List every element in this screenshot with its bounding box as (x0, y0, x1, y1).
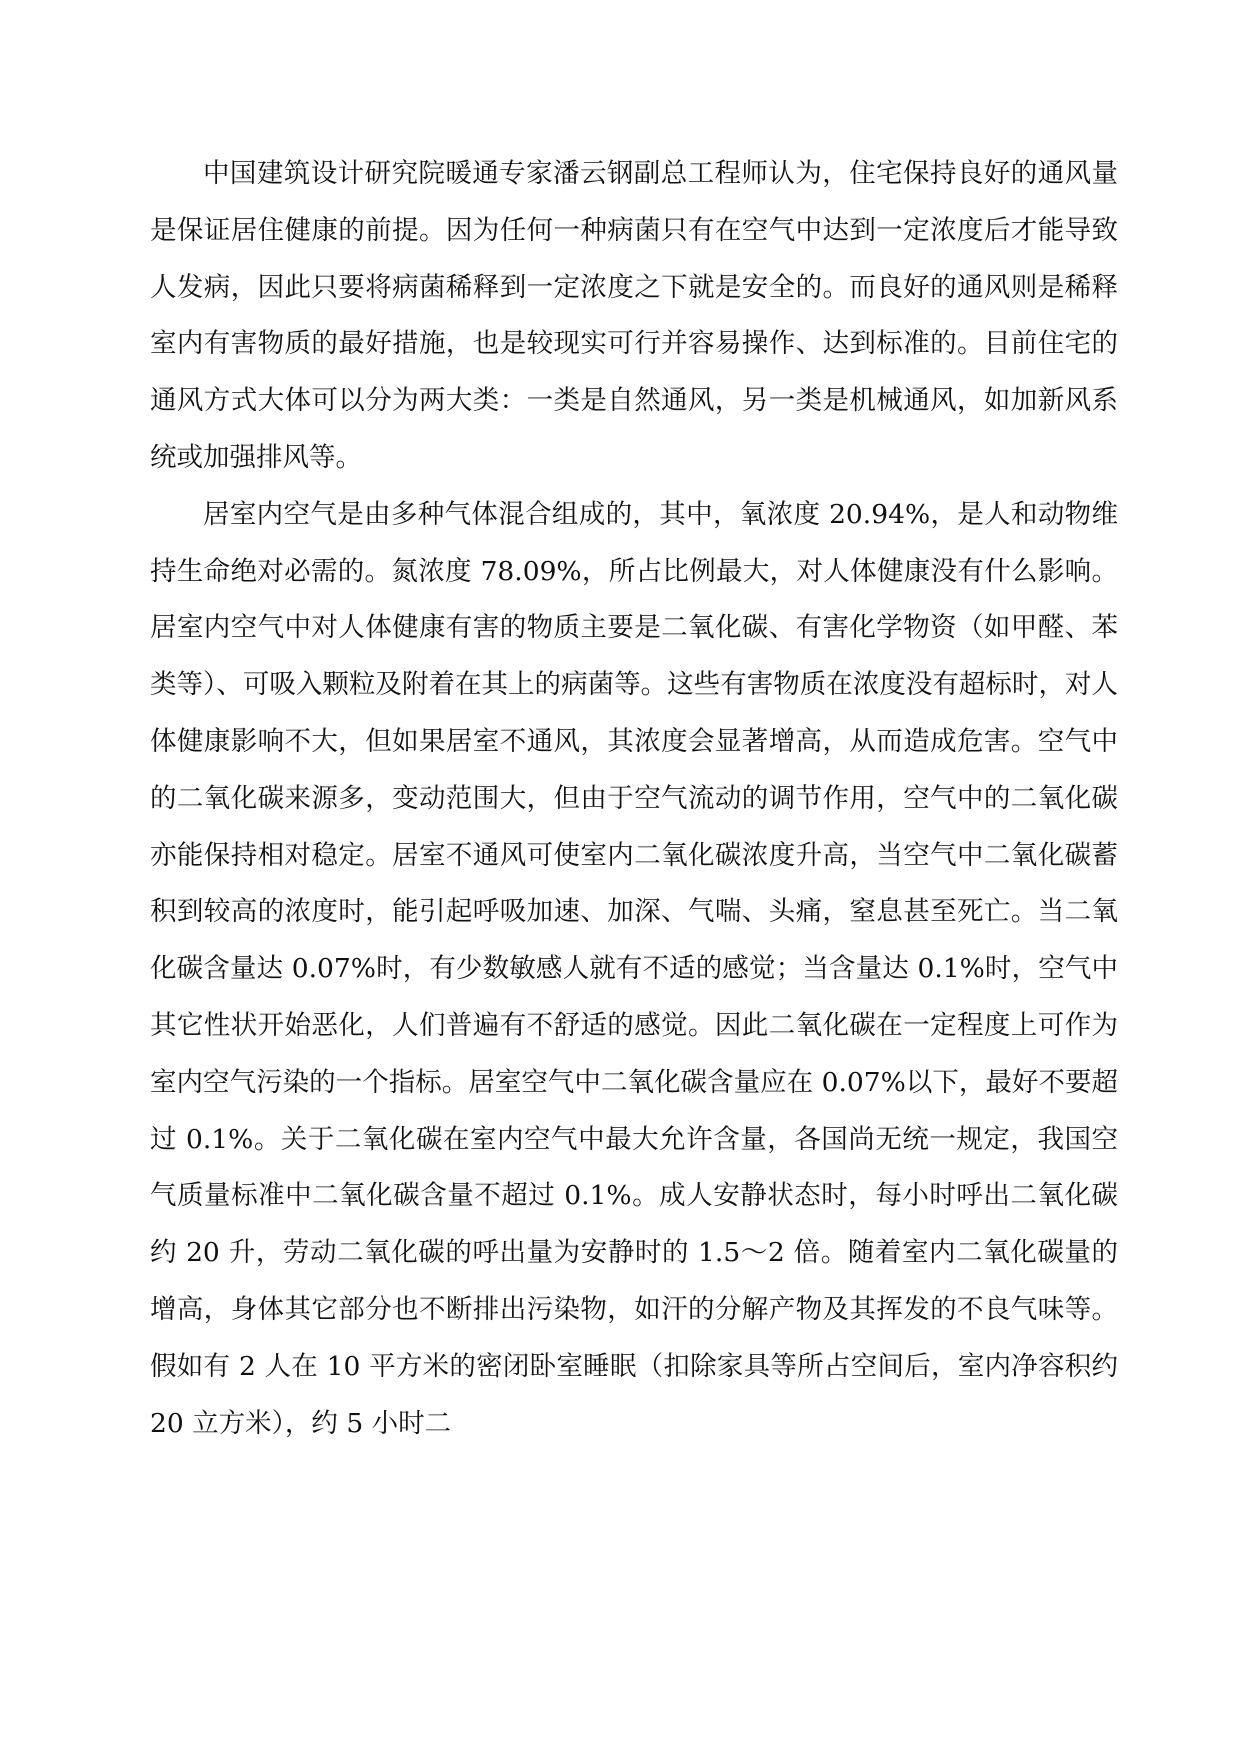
document-body (150, 146, 1118, 1452)
paragraph-ventilation-intro: 中国建筑设计研究院暖通专家潘云钢副总工程师认为，住宅保持良好的通风量是保证居住健康的前提。因为任何一种病菌只有在空气中达到一定浓度后才能导致人发病，因此只要将病菌稀释到一定浓度之下就是安全的。而良好的通风则是稀释室内有害物质的最好措施，也是较现实可行并容易操作、达到标准的。目前住宅的通风方式大体可以分为两大类：一类是自然通风，另一类是机械通风，如加新风系统或加强排风等。 (150, 158, 1118, 473)
paragraph-indoor-air-composition: 居室内空气是由多种气体混合组成的，其中，氧浓度 20.94%，是人和动物维持生命绝对必需的。氮浓度 78.09%，所占比例最大，对人体健康没有什么影响。居室内空气中对人体健康有害的物质主要是二氧化碳、有害化学物资（如甲醛、苯类等）、可吸入颗粒及附着在其上的病菌等。这些有害物质在浓度没有超标时，对人体健康影响不大，但如果居室不通风，其浓度会显著增高，从而造成危害。空气中的二氧化碳来源多，变动范围大，但由于空气流动的调节作用，空气中的二氧化碳亦能保持相对稳定。居室不通风可使室内二氧化碳浓度升高，当空气中二氧化碳蓄积到较高的浓度时，能引起呼吸加速、加深、气喘、头痛，窒息甚至死亡。当二氧化碳含量达 0.07%时，有少数敏感人就有不适的感觉；当含量达 0.1%时，空气中其它性状开始恶化，人们普遍有不舒适的感觉。因此二氧化碳在一定程度上可作为室内空气污染的一个指标。居室空气中二氧化碳含量应在 0.07%以下，最好不要超过 0.1%。关于二氧化碳在室内空气中最大允许含量，各国尚无统一规定，我国空气质量标准中二氧化碳含量不超过 0.1%。成人安静状态时，每小时呼出二氧化碳约 20 升，劳动二氧化碳的呼出量为安静时的 1.5～2 倍。随着室内二氧化碳量的增高，身体其它部分也不断排出污染物，如汗的分解产物及其挥发的不良气味等。假如有 2 人在 10 平方米的密闭卧室睡眠（扣除家具等所占空间后，室内净容积约 20 立方米），约 5 小时二 (150, 498, 1118, 1439)
